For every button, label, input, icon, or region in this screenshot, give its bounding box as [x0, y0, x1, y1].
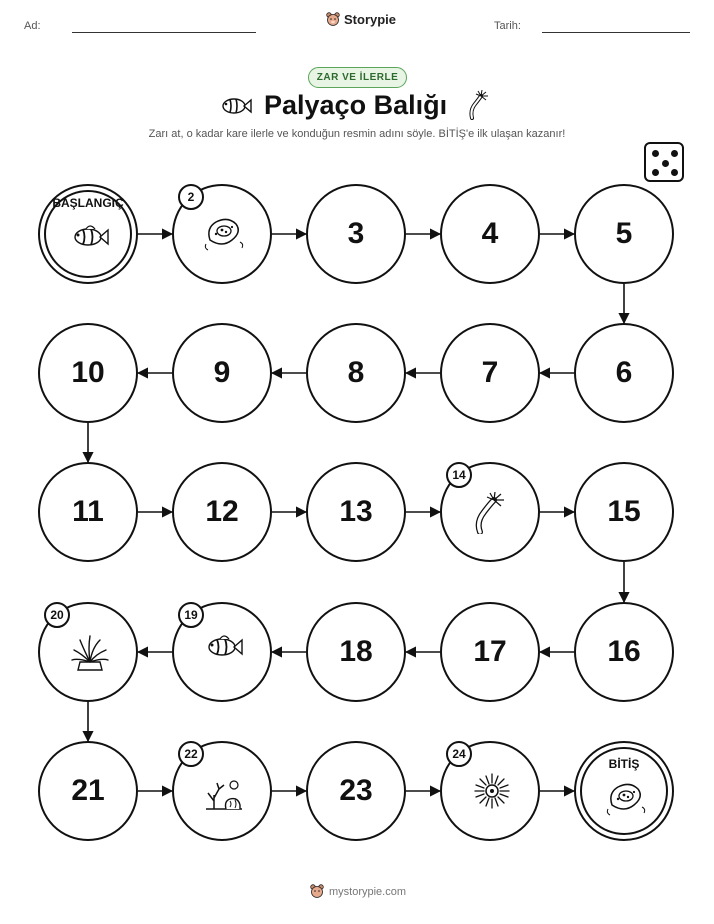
- board-space-7: [440, 323, 540, 423]
- space-number: 18: [339, 635, 373, 668]
- space-number: 6: [615, 356, 633, 389]
- brand-name: Storypie: [344, 12, 397, 27]
- board-space-11: [38, 462, 138, 562]
- footer: [310, 884, 406, 899]
- space-number: 23: [339, 774, 373, 807]
- space-number-badge: 20: [44, 602, 70, 628]
- board-space-24: [440, 741, 540, 841]
- clownfish-icon: [202, 632, 246, 674]
- instructions: Zarı at, o kadar kare ilerle ve konduğun resmin adını söyle. BİTİŞ'e ilk ulaşan kazanır!: [148, 128, 566, 140]
- footer-url: mystorypie.com: [329, 885, 407, 898]
- plankton-icon: [604, 779, 648, 821]
- board-space-4: [440, 184, 540, 284]
- board-space-13: [306, 462, 406, 562]
- date-label: Tarih:: [494, 20, 521, 32]
- board-space-18: [306, 602, 406, 702]
- sea-anemone-icon: [68, 632, 112, 674]
- board-space-8: [306, 323, 406, 423]
- board-space-5: [574, 184, 674, 284]
- space-number: 10: [71, 356, 105, 389]
- board-space-19: [172, 602, 272, 702]
- space-number: 7: [481, 356, 499, 389]
- space-number: 4: [481, 217, 499, 250]
- board-space-15: [574, 462, 674, 562]
- board-space-20: [38, 602, 138, 702]
- board-space-23: [306, 741, 406, 841]
- anemone-tentacle-icon: [470, 492, 514, 534]
- board-space-14: [440, 462, 540, 562]
- board-space-17: [440, 602, 540, 702]
- board-space-2: [172, 184, 272, 284]
- space-number-badge: 24: [446, 741, 472, 767]
- space-number: 15: [607, 495, 641, 528]
- board-space-22: [172, 741, 272, 841]
- board-space-6: [574, 323, 674, 423]
- space-number: 5: [615, 217, 633, 250]
- space-number: 9: [213, 356, 231, 389]
- plankton-icon: [202, 214, 246, 256]
- space-number: 8: [347, 356, 365, 389]
- start-label: BAŞLANGIÇ: [52, 196, 124, 210]
- page-title: Palyaço Balığı: [264, 90, 448, 120]
- space-number: 3: [347, 217, 365, 250]
- board-space-9: [172, 323, 272, 423]
- game-type-badge: ZAR VE İLERLE: [308, 67, 407, 88]
- board-space-16: [574, 602, 674, 702]
- space-number-badge: 2: [178, 184, 204, 210]
- finish-space: [574, 741, 674, 841]
- start-space: [38, 184, 138, 284]
- board-space-12: [172, 462, 272, 562]
- space-number: 16: [607, 635, 641, 668]
- space-number: 17: [473, 635, 507, 668]
- finish-label: BİTİŞ: [608, 757, 640, 771]
- space-number-badge: 19: [178, 602, 204, 628]
- space-number: 11: [72, 495, 104, 528]
- clownfish-icon: [68, 222, 112, 264]
- board-space-10: [38, 323, 138, 423]
- board-space-3: [306, 184, 406, 284]
- space-number-badge: 14: [446, 462, 472, 488]
- space-number-badge: 22: [178, 741, 204, 767]
- bear-logo-icon: [310, 884, 324, 899]
- space-number: 12: [205, 495, 239, 528]
- name-label: Ad:: [24, 20, 41, 32]
- coral-icon: [202, 771, 246, 813]
- anemone-top-icon: [470, 771, 514, 813]
- space-number: 13: [339, 495, 373, 528]
- board-space-21: [38, 741, 138, 841]
- space-number: 21: [71, 774, 105, 807]
